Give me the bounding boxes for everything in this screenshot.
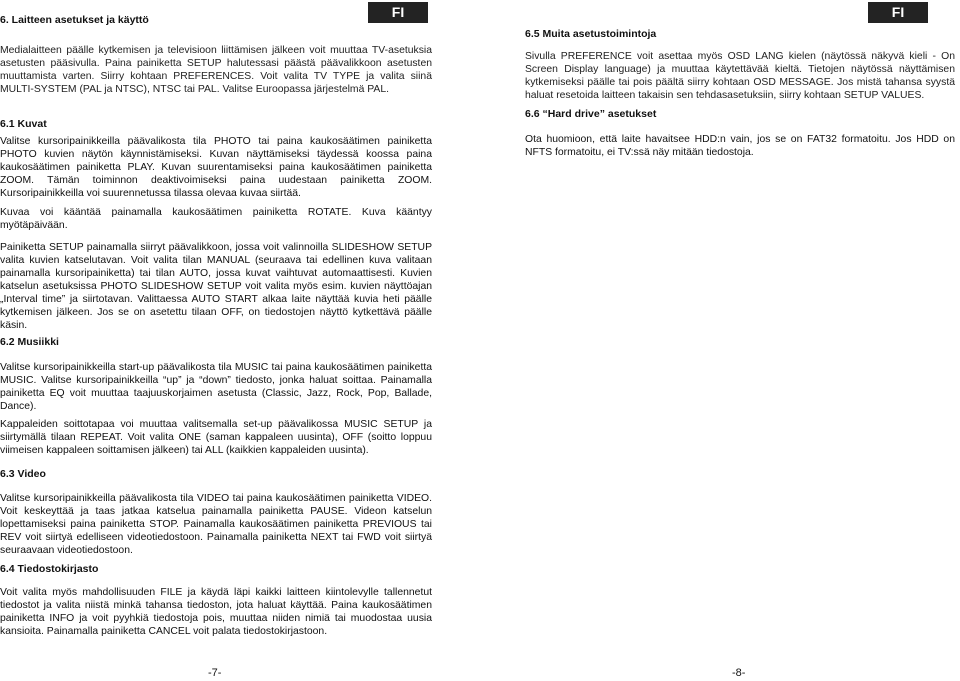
photo-paragraph-1: Valitse kursoripainikkeilla päävalikosta tila PHOTO tai paina kaukosäätimen painiketta PHOTO kuvien näytön käynnistämiseksi. Kuvan näyttämiseksi täydessä koossa paina kaukosäätimen painiketta PLAY. Kuvan suurentamiseksi paina kaukosäätimen painiketta ZOOM. Tämän toiminnon deaktivoimiseksi paina uudestaan painiketta ZOOM. Kursoripainikkeilla voi suurennetussa tilassa olevaa kuvaa siirtää. bbox=[0, 136, 432, 199]
photo-paragraph-2: Kuvaa voi kääntää painamalla kaukosäätimen painiketta ROTATE. Kuva kääntyy myötäpäivään. bbox=[0, 207, 432, 231]
photo-paragraph-3: Painiketta SETUP painamalla siirryt päävalikkoon, jossa voit valinnoilla SLIDESHOW SETUP valita kuvien katselutavan. Voit valita tilan MANUAL (seuraava tai edellinen kuva valitaan painamalla kursoripainiketta) tai tilan AUTO, jossa kuvat vaihtuvat automaattisesti. Kuvien katselun asetuksissa PHOTO SLIDESHOW SETUP voit valita myös esim. kuvien näyttöajan „Interval time” ja siirtotavan. Valittaessa AUTO START alkaa laite näyttää kuvia heti päälle kytkemisen jälkeen. Jos se on asetettu tilaan OFF, on tiedostojen näyttö kytkettävä päälle käsin. bbox=[0, 242, 432, 331]
heading-6-4: 6.4 Tiedostokirjasto bbox=[0, 563, 99, 575]
page-right bbox=[480, 0, 960, 681]
video-paragraph: Valitse kursoripainikkeilla päävalikosta tila VIDEO tai paina kaukosäätimen painiketta VIDEO. Voit keskeyttää ja taas jatkaa katselua painamalla painiketta PAUSE. Videon katselun lopettamiseksi paina painiketta STOP. Painamalla kaukosäätimen painiketta PREVIOUS tai REV voit siirtyä edelliseen videotiedostoon. Painamalla painiketta NEXT tai FWD voit siirtyä seuraavaan videotiedostoon. bbox=[0, 493, 432, 556]
music-paragraph-2: Kappaleiden soittotapaa voi muuttaa valitsemalla set-up päävalikossa MUSIC SETUP ja siirtymällä tilaan REPEAT. Voit valita ONE (saman kappaleen uusinta), OFF (soitto loppuu viimeisen kappaleen soittamisen jälkeen) tai ALL (kaikkien kappaleiden uusinta). bbox=[0, 419, 432, 456]
heading-6-1: 6.1 Kuvat bbox=[0, 118, 47, 130]
section-title: 6. Laitteen asetukset ja käyttö bbox=[0, 14, 149, 26]
heading-6-2: 6.2 Musiikki bbox=[0, 336, 59, 348]
page-number-left: -7- bbox=[208, 667, 222, 679]
heading-6-3: 6.3 Video bbox=[0, 468, 46, 480]
language-tab: FI bbox=[368, 2, 428, 23]
hard-drive-paragraph: Ota huomioon, että laite havaitsee HDD:n vain, jos se on FAT32 formatoitu. Jos HDD on NFTS formatoitu, ei TV:ssä näy mitään tiedostoja. bbox=[525, 134, 955, 158]
other-settings-paragraph: Sivulla PREFERENCE voit asettaa myös OSD LANG kielen (näytössä näkyvä kieli - On Screen Display language) ja muuttaa käytettävää kieltä. Tietojen näytössä näyttämisen kytkemiseksi päälle tai pois päältä siirry kohtaan OSD MESSAGE. Jos mistä tahansa syystä haluat resetoida laitteen takaisin sen tehdasasetuksiin, siirry kohtaan SETUP VALUES. bbox=[525, 51, 955, 101]
heading-6-6: 6.6 “Hard drive” asetukset bbox=[525, 108, 657, 120]
page-number-right: -8- bbox=[732, 667, 746, 679]
heading-6-5: 6.5 Muita asetustoimintoja bbox=[525, 28, 657, 40]
language-tab: FI bbox=[868, 2, 928, 23]
file-library-paragraph: Voit valita myös mahdollisuuden FILE ja käydä läpi kaikki laitteen kiintolevylle tallennetut tiedostot ja valita niistä minkä tahansa tiedoston, jota haluat käyttää. Paina kaukosäätimen painiketta INFO ja voit pyyhkiä tiedostoja pois, muuttaa niiden nimiä tai muodostaa uusia kansioita. Painamalla painiketta CANCEL voit palata tiedostokirjastoon. bbox=[0, 587, 432, 637]
music-paragraph-1: Valitse kursoripainikkeilla start-up päävalikosta tila MUSIC tai paina kaukosäätimen painiketta MUSIC. Valitse kursoripainikkeilla “up” ja “down” tiedosto, jonka haluat soittaa. Painamalla painiketta EQ voit muuttaa taajuuskorjaimen asetusta (Classic, Jazz, Rock, Pop, Ballade, Dance). bbox=[0, 362, 432, 412]
intro-paragraph: Medialaitteen päälle kytkemisen ja televisioon liittämisen jälkeen voit muuttaa TV-asetuksia asetusten pääsivulla. Paina painiketta SETUP halutessasi päästä päävalikkoon asetusten muuttamista varten. Siirry kohtaan PREFERENCES. Voit valita TV TYPE ja valita siinä MULTI-SYSTEM (PAL ja NTSC), NTSC tai PAL. Valitse Euroopassa järjestelmä PAL. bbox=[0, 45, 432, 95]
